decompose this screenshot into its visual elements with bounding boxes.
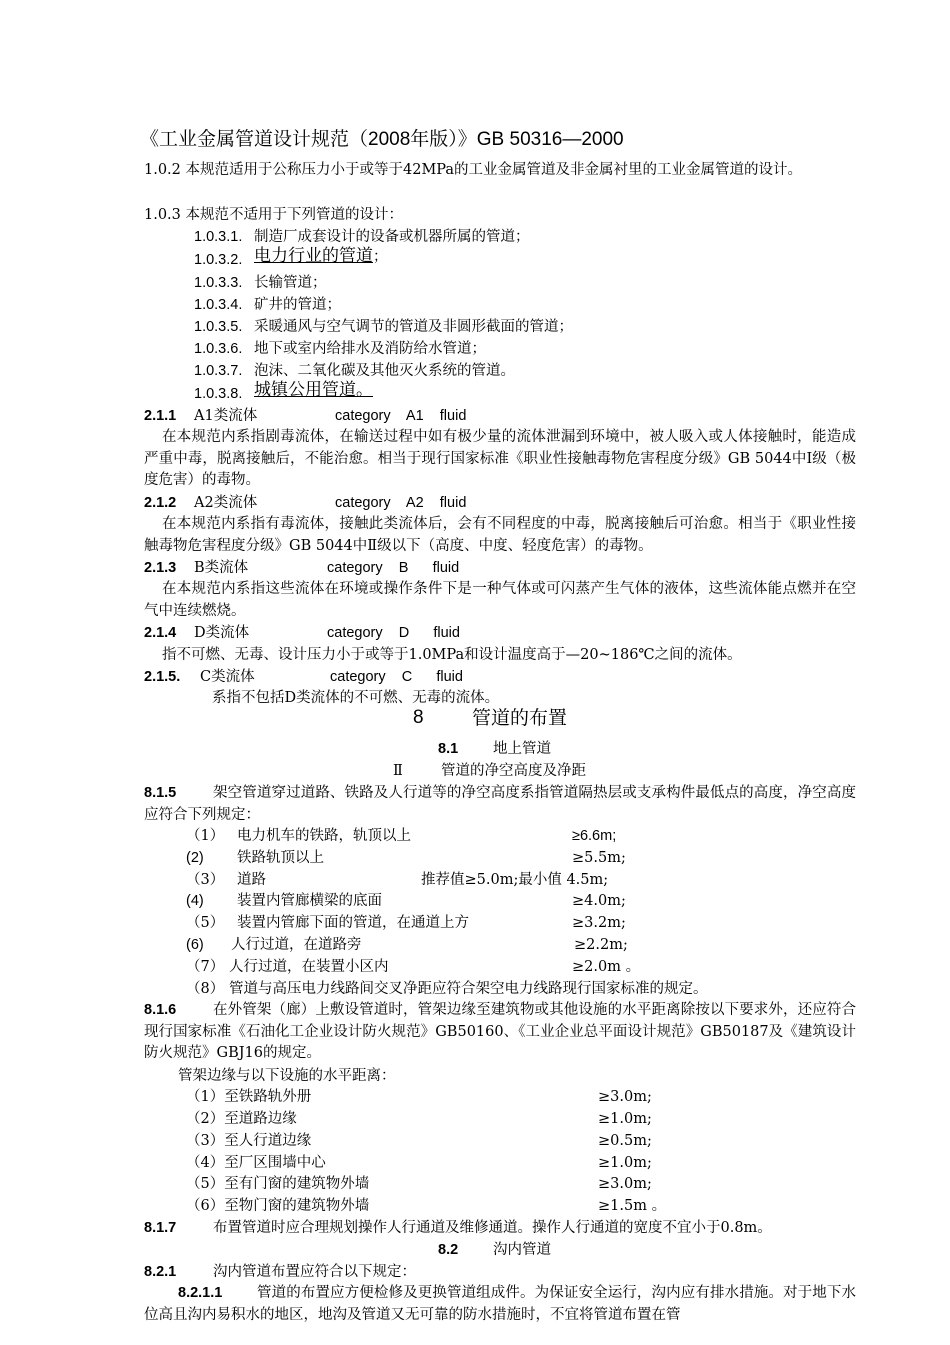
- clearance-item-num: （8）: [186, 981, 225, 997]
- term-number: 2.1.5.: [144, 669, 181, 685]
- section-number: 8.2: [438, 1242, 459, 1258]
- clause-number: 8.1.6: [144, 1002, 177, 1018]
- term-definition: 在本规范内系指这些流体在环境或操作条件下是一种气体或可闪蒸产生气体的液体，这些流体能点燃并在空气中连续燃烧。: [144, 581, 856, 619]
- term-name: D类流体: [194, 625, 250, 641]
- clause-8-2-1: 沟内管道布置应符合以下规定：: [213, 1264, 416, 1280]
- list-item-text: 长输管道；: [254, 275, 327, 291]
- term-number: 2.1.4: [144, 625, 177, 641]
- term-definition: 指不可燃、无毒、设计压力小于或等于1.0MPa和设计温度高于—20~186℃之间的流体。: [162, 647, 742, 663]
- list-item-num: 1.0.3.8.: [194, 386, 243, 402]
- clearance-item-text: 道路: [237, 872, 266, 888]
- term-number: 2.1.3: [144, 560, 177, 576]
- clearance-item-value: 推荐值≥5.0m;最小值 4.5m;: [421, 872, 609, 888]
- clearance-item-text: 管道与高压电力线路间交叉净距应符合架空电力线路现行国家标准的规定。: [229, 981, 708, 997]
- distance-item-text: （6）至物门窗的建筑物外墙: [186, 1198, 370, 1214]
- term-english: category A2 fluid: [335, 495, 467, 511]
- clearance-item-num: （7）: [186, 959, 225, 975]
- clearance-item-num: (4): [186, 893, 204, 909]
- distance-item-value: ≥3.0m;: [598, 1089, 652, 1105]
- clause-8-1-7: 布置管道时应合理规划操作人行通道及维修通道。操作人行通道的宽度不宜小于0.8m。: [213, 1220, 772, 1236]
- distance-item-value: ≥3.0m;: [598, 1176, 652, 1192]
- distance-item-text: （5）至有门窗的建筑物外墙: [186, 1176, 370, 1192]
- clearance-item-text: 装置内管廊下面的管道，在通道上方: [237, 915, 469, 931]
- list-item-num: 1.0.3.4.: [194, 297, 243, 313]
- term-name: A1类流体: [194, 408, 258, 424]
- chapter-title: 管道的布置: [472, 707, 568, 729]
- section-number: 8.1: [438, 741, 459, 757]
- distance-item-text: （2）至道路边缘: [186, 1111, 297, 1127]
- section-title: 沟内管道: [493, 1242, 551, 1258]
- term-definition: 系指不包括D类流体的不可燃、无毒的流体。: [212, 690, 500, 706]
- list-item-num: 1.0.3.5.: [194, 319, 243, 335]
- clearance-item-value: ≥2.2m;: [574, 937, 628, 953]
- clause-8-2-1-1: 管道的布置应方便检修及更换管道组成件。为保证安全运行，沟内应有排水措施。对于地下水位高且沟内易积水的地区，地沟及管道又无可靠的防水措施时，不宜将管道布置在管: [144, 1285, 856, 1323]
- clearance-item-text: 电力机车的铁路，轨顶以上: [237, 828, 411, 844]
- distance-item-text: （4）至厂区围墙中心: [186, 1155, 326, 1171]
- list-item-text: 泡沫、二氧化碳及其他灭火系统的管道。: [254, 363, 515, 379]
- term-name: C类流体: [200, 669, 255, 685]
- clearance-item-value: ≥2.0m 。: [572, 959, 641, 975]
- clause-number: 8.1.5: [144, 785, 177, 801]
- term-number: 2.1.2: [144, 495, 177, 511]
- clearance-item-value: ≥5.5m;: [572, 850, 626, 866]
- list-item-text: 地下或室内给排水及消防给水管道；: [254, 341, 486, 357]
- subsection-title: 管道的净空高度及净距: [441, 763, 586, 779]
- clause-8-1-6: 在外管架（廊）上敷设管道时，管架边缘至建筑物或其他设施的水平距离除按以下要求外，还应符合现行国家标准《石油化工企业设计防火规范》GB50160、《工业企业总平面设计规范》GB50187及《建筑设计防火规范》GBJ16的规定。: [144, 1002, 856, 1061]
- clearance-item-num: (2): [186, 850, 204, 866]
- list-item-num: 1.0.3.6.: [194, 341, 243, 357]
- clearance-item-value: ≥6.6m;: [572, 828, 617, 844]
- term-name: A2类流体: [194, 495, 258, 511]
- document-title: 《工业金属管道设计规范（2008年版）》GB 50316—2000: [140, 129, 624, 150]
- list-item-text: 矿井的管道；: [254, 297, 341, 313]
- list-item-num: 1.0.3.2.: [194, 252, 243, 268]
- clearance-item-text: 人行过道，在道路旁: [231, 937, 362, 953]
- clearance-item-text: 装置内管廊横梁的底面: [237, 893, 382, 909]
- list-item-num: 1.0.3.7.: [194, 363, 243, 379]
- clearance-item-text: 人行过道，在装置小区内: [229, 959, 389, 975]
- clause-number: 8.1.7: [144, 1220, 177, 1236]
- clearance-item-num: (6): [186, 937, 204, 953]
- list-item-text-large: 城镇公用管道。: [254, 380, 373, 400]
- distance-item-value: ≥1.0m;: [598, 1111, 652, 1127]
- clause-8-1-5: 架空管道穿过道路、铁路及人行道等的净空高度系指管道隔热层或支承构件最低点的高度，净空高度应符合下列规定：: [144, 785, 856, 823]
- clause-number: 8.2.1: [144, 1264, 177, 1280]
- subsection-number: Ⅱ: [393, 763, 403, 779]
- distance-item-value: ≥1.0m;: [598, 1155, 652, 1171]
- clearance-item-value: ≥4.0m;: [572, 893, 626, 909]
- section-title: 地上管道: [493, 741, 551, 757]
- clearance-item-text: 铁路轨顶以上: [237, 850, 324, 866]
- clearance-item-num: （3）: [186, 872, 225, 888]
- term-name: B类流体: [194, 560, 249, 576]
- list-item-num: 1.0.3.3.: [194, 275, 243, 291]
- term-english: category B fluid: [327, 560, 460, 576]
- clause-number: 8.2.1.1: [178, 1285, 223, 1301]
- list-item-text: 采暖通风与空气调节的管道及非圆形截面的管道；: [254, 319, 573, 335]
- clearance-item-num: （1）: [186, 828, 225, 844]
- distance-item-text: （3）至人行道边缘: [186, 1133, 312, 1149]
- chapter-number: 8: [413, 707, 424, 728]
- term-definition: 在本规范内系指有毒流体，接触此类流体后，会有不同程度的中毒，脱离接触后可治愈。相当于《职业性接触毒物危害程度分级》GB 5044中Ⅱ级以下（高度、中度、轻度危害）的毒物。: [144, 516, 856, 554]
- clearance-item-value: ≥3.2m;: [572, 915, 626, 931]
- term-english: category D fluid: [327, 625, 460, 641]
- distance-item-value: ≥0.5m;: [598, 1133, 652, 1149]
- clause-1-0-3: 1.0.3 本规范不适用于下列管道的设计：: [144, 207, 404, 223]
- distance-intro: 管架边缘与以下设施的水平距离：: [178, 1068, 396, 1084]
- distance-item-value: ≥1.5m 。: [598, 1198, 667, 1214]
- term-definition: 在本规范内系指剧毒流体，在输送过程中如有极少量的流体泄漏到环境中，被人吸入或人体接触时，能造成严重中毒，脱离接触后，不能治愈。相当于现行国家标准《职业性接触毒物危害程度分级》GB 5044中Ⅰ级（极度危害）的毒物。: [144, 429, 856, 488]
- clause-1-0-2: 1.0.2 本规范适用于公称压力小于或等于42MPa的工业金属管道及非金属衬里的工业金属管道的设计。: [144, 162, 803, 178]
- list-item-num: 1.0.3.1.: [194, 229, 243, 245]
- term-english: category A1 fluid: [335, 408, 467, 424]
- term-number: 2.1.1: [144, 408, 177, 424]
- clearance-item-num: （5）: [186, 915, 225, 931]
- list-item-text: 制造厂成套设计的设备或机器所属的管道；: [254, 229, 530, 245]
- distance-item-text: （1）至铁路轨外册: [186, 1089, 312, 1105]
- term-english: category C fluid: [330, 669, 463, 685]
- list-item-text-large: 电力行业的管道；: [254, 246, 388, 266]
